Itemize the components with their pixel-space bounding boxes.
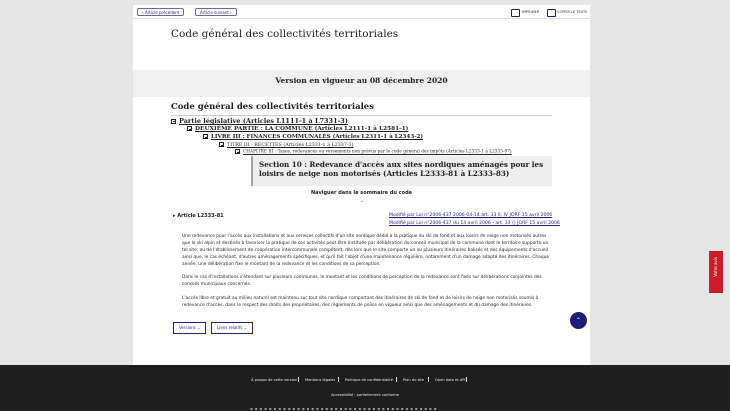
tree-node-livre-iii[interactable]: LIVRE III : FINANCES COMMUNALES (Articles L2311-1 à L2343-2) (203, 134, 423, 140)
versions-button[interactable]: Versions ⌄ (173, 322, 206, 334)
footer (0, 365, 730, 411)
chevron-down-icon: ⌄ (243, 325, 248, 330)
footer-divider (298, 377, 299, 382)
tree-title: Code général des collectivités territoriales (171, 102, 374, 112)
footer-link-legal[interactable]: Mentions légales (305, 378, 336, 382)
accessibility-link[interactable]: Accessibilité : partiellement conforme (330, 393, 400, 397)
chevron-down-icon[interactable]: ⌄ (360, 198, 365, 204)
collapse-icon[interactable] (187, 126, 192, 131)
collapse-icon[interactable] (219, 142, 224, 147)
article-toolbar (133, 5, 590, 19)
page-card (133, 5, 590, 365)
footer-divider (396, 377, 397, 382)
footer-divider (338, 377, 339, 382)
modification-link[interactable]: Modifié par Loi n°2006-437 du 14 avril 2006 - art. 33 () JORF 15 avril 2006 (389, 221, 560, 226)
next-article-button[interactable]: Article suivant › (195, 8, 237, 16)
copy-icon[interactable] (547, 9, 556, 17)
tree-node-deuxieme-partie[interactable]: DEUXIÈME PARTIE : LA COMMUNE (Articles L2111-1 à L2581-1) (187, 126, 408, 132)
footer-divider (428, 377, 429, 382)
tree-node-partie[interactable]: Partie législative (Articles L1111-1 à L7331-3) (171, 117, 348, 125)
footer-link-about-version[interactable]: À propos de cette version (251, 378, 298, 382)
collapse-icon[interactable] (235, 149, 240, 154)
version-banner: Version en vigueur au 08 décembre 2020 (275, 76, 448, 85)
article-title[interactable]: ▸ Article L2333-81 (173, 213, 224, 219)
footer-link-privacy[interactable]: Politique de confidentialité (345, 378, 393, 382)
footer-divider (466, 377, 467, 382)
chevron-down-icon: ⌄ (197, 325, 201, 330)
tree-node-chapitre-iii[interactable]: CHAPITRE III : Taxes, redevances ou versements non prévus par le code général des impôts (Articles L2333-1 à L2333-97) (235, 149, 512, 155)
footer-link-open-data[interactable]: Open data et API (435, 378, 466, 382)
collapse-icon[interactable] (171, 119, 176, 124)
previous-article-button[interactable]: ‹ Article précédent (137, 8, 184, 16)
divider (171, 115, 552, 116)
feedback-tab[interactable]: Votre avis (709, 251, 723, 293)
modification-link[interactable]: Modifié par Loi n°2006-437 2006-04-14 art. 33 II, IV JORF 15 avril 2006 (389, 213, 553, 218)
footer-partner-logos: ▪▪▪▪▪▪▪▪▪▪▪▪▪▪▪▪▪▪▪▪▪▪▪▪▪▪▪▪▪▪▪▪▪▪▪▪▪▪▪▪ (250, 406, 439, 411)
article-paragraph: L'accès libre et gratuit au milieu naturel est maintenu sur tout site nordique comportant des itinéraires de ski de fond et de loisirs de neige non motorisés soumis à redevance d'accès, dans le respect des droits des propriétaires, des règlements de police en vigueur ainsi que des aménagements et du damage des itinéraires. (182, 296, 539, 308)
footer-link-sitemap[interactable]: Plan du site (403, 378, 424, 382)
section-title: Section 10 : Redevance d'accès aux sites nordiques aménagés pour les loisirs de neige non motorisés (Articles L2333-81 à L2333-83) (259, 160, 544, 178)
page-title: Code général des collectivités territoriales (171, 28, 399, 40)
related-links-button[interactable]: Liens relatifs ⌄ (211, 322, 253, 334)
article-paragraph: Une redevance pour l'accès aux installations et aux services collectifs d'un site nordique dédié à la pratique du ski de fond et aux loisirs de neige non motorisés autres que le ski alpin et destinés à favoriser la pratique de ces activités peut être instituée par délibération du conseil municipal de la commune dont le territoire supporte un tel site, ou de l'établissement de coopération intercommunale compétent, dès lors que le site comporte un ou plusieurs itinéraires balisés et des équipements d'accueil ainsi que, le cas échéant, d'autres aménagements spécifiques, et qu'il fait l'objet d'une maintenance régulière, notamment d'un damage adapté des itinéraires. Chaque année, une délibération fixe le montant de la redevance et les conditions de sa perception. (182, 234, 549, 267)
copy-text-button[interactable]: COPIER LE TEXTE (557, 10, 588, 14)
collapse-icon[interactable] (203, 134, 208, 139)
print-icon[interactable] (511, 9, 520, 17)
print-button[interactable]: IMPRIMER (522, 10, 540, 14)
scroll-top-button[interactable] (570, 312, 587, 329)
tree-node-titre-iii[interactable]: TITRE III : RECETTES (Articles L2331-1 à L2337-3) (219, 142, 353, 148)
navigate-summary-button[interactable]: Naviguer dans le sommaire du code (310, 190, 413, 196)
article-paragraph: Dans le cas d'installations s'étendant sur plusieurs communes, le montant et les conditions de perception de la redevance sont fixés sur délibérations conjointes des conseils municipaux concernés. (182, 275, 542, 287)
arrow-up-icon: ⌃ (575, 317, 582, 324)
